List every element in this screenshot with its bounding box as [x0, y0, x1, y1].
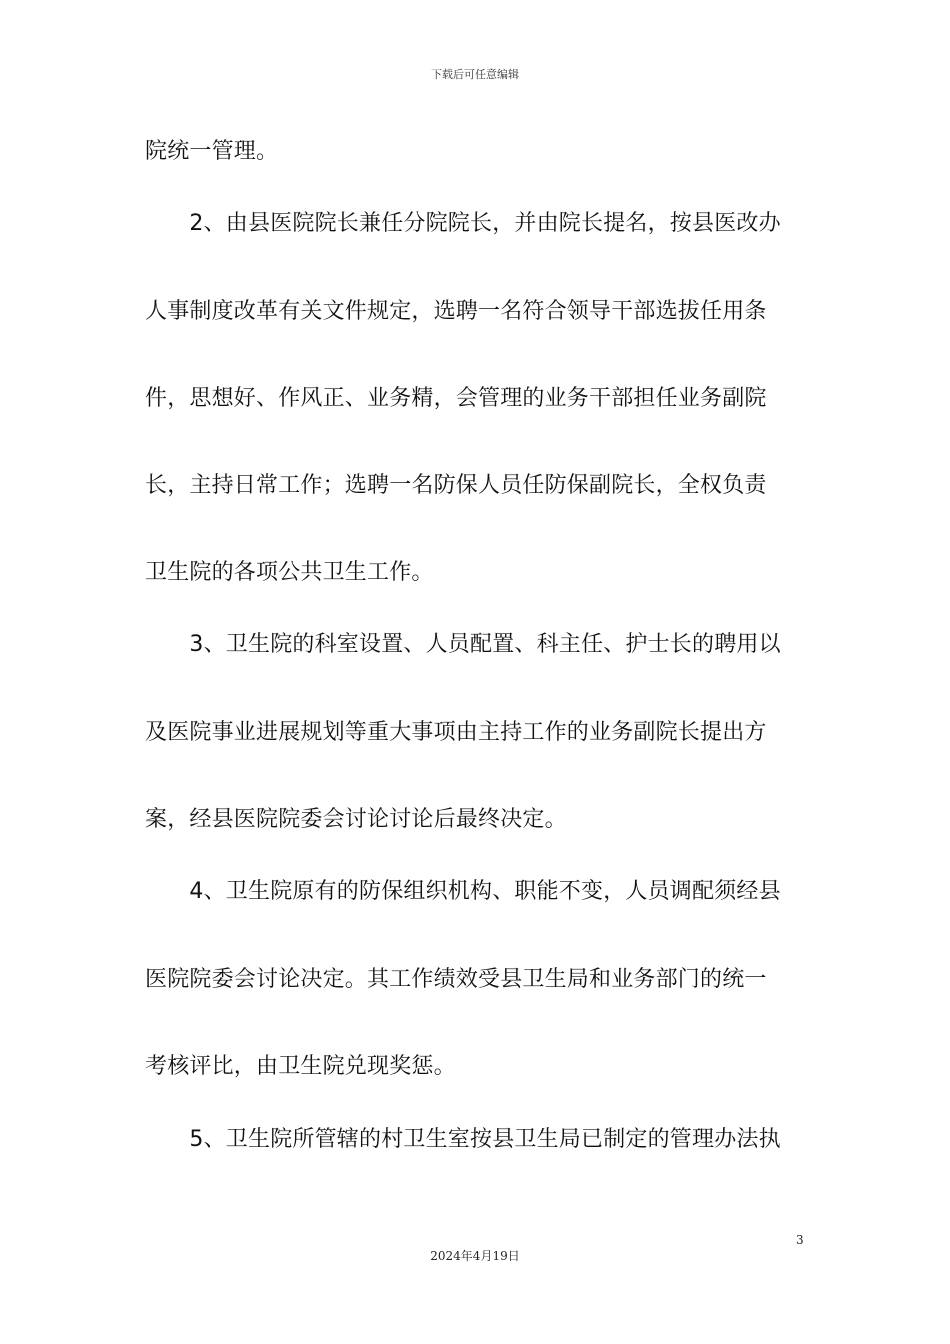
body-line: 件，思想好、作风正、业务精，会管理的业务干部担任业务副院 [145, 386, 767, 411]
body-line: 卫生院的各项公共卫生工作。 [145, 560, 434, 585]
page-number: 3 [796, 1233, 804, 1247]
page-header: 下载后可任意编辑 [431, 68, 519, 81]
body-line: 案，经县医院院委会讨论讨论后最终决定。 [145, 807, 567, 832]
body-line: 3、卫生院的科室设置、人员配置、科主任、护士长的聘用以 [145, 632, 781, 657]
body-line: 医院院委会讨论决定。其工作绩效受县卫生局和业务部门的统一 [145, 967, 767, 992]
body-line: 长，主持日常工作；选聘一名防保人员任防保副院长，全权负责 [145, 473, 767, 498]
body-line: 4、卫生院原有的防保组织机构、职能不变，人员调配须经县 [145, 879, 781, 904]
body-line: 5、卫生院所管辖的村卫生室按县卫生局已制定的管理办法执 [145, 1127, 781, 1152]
body-line: 及医院事业进展规划等重大事项由主持工作的业务副院长提出方 [145, 720, 767, 745]
footer-date: 2024年4月19日 [430, 1249, 520, 1263]
body-line: 考核评比，由卫生院兑现奖惩。 [145, 1054, 456, 1079]
body-line: 2、由县医院院长兼任分院院长，并由院长提名，按县医改办 [145, 211, 781, 236]
body-line: 人事制度改革有关文件规定，选聘一名符合领导干部选拔任用条 [145, 299, 767, 324]
body-line: 院统一管理。 [145, 139, 279, 164]
